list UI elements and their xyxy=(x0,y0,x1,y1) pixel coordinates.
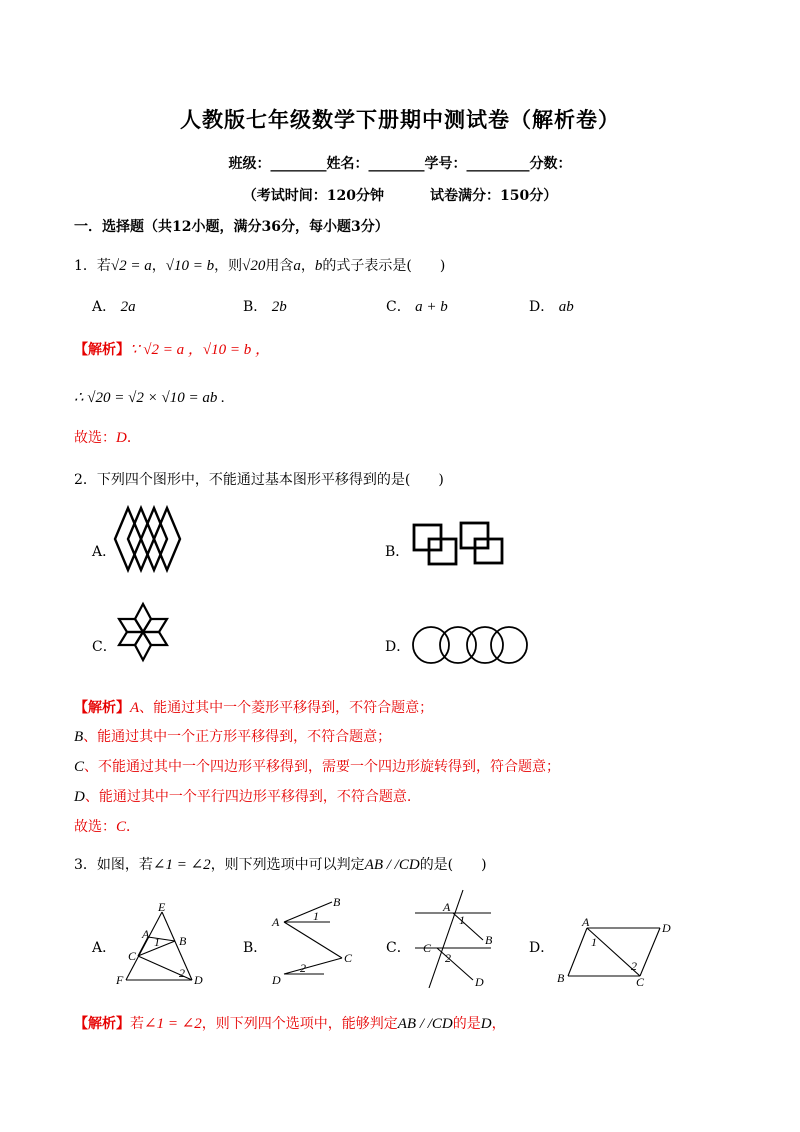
analysis-letter: B xyxy=(74,729,84,745)
q1-option-d[interactable] xyxy=(529,296,574,316)
answer-prefix: 故选： xyxy=(74,430,116,446)
q1-analysis-line-1 xyxy=(74,338,270,359)
q3-figure-a xyxy=(116,900,216,988)
label-b: B xyxy=(485,933,493,947)
analysis-answer: D xyxy=(480,1016,492,1032)
option-letter: C． xyxy=(386,299,411,315)
question-1-stem xyxy=(74,255,445,275)
q1-answer xyxy=(74,427,141,447)
label-1: 1 xyxy=(313,909,319,923)
q1-option-b[interactable] xyxy=(243,296,287,316)
analysis-text-a: 若 xyxy=(130,1016,144,1032)
label-1: 1 xyxy=(459,913,465,927)
q3-option-b[interactable]: B． xyxy=(243,940,268,956)
q2-analysis-line-1 xyxy=(74,697,433,717)
q2-option-b[interactable]: B． xyxy=(385,544,410,560)
label-c: C xyxy=(636,975,645,989)
score-label: 分数： xyxy=(529,156,572,172)
answer-value: D xyxy=(116,430,127,446)
q1-var-b: b xyxy=(314,258,323,274)
q2-option-d[interactable]: D． xyxy=(385,639,411,655)
option-letter: B． xyxy=(243,299,268,315)
analysis-letter: A xyxy=(130,700,140,716)
q3-expr-2: AB / /CD xyxy=(364,857,420,873)
label-a: A xyxy=(443,900,451,914)
q2-figure-d xyxy=(411,625,529,665)
q1-sep: ， xyxy=(151,258,166,274)
answer-suffix: ． xyxy=(126,430,141,446)
q3-figure-b xyxy=(268,895,368,988)
id-label: 学号： xyxy=(424,156,467,172)
answer-prefix: 故选： xyxy=(74,819,116,835)
answer-suffix: ． xyxy=(126,819,141,835)
q2-figure-c xyxy=(117,602,169,662)
q3-option-a[interactable]: A． xyxy=(92,940,117,956)
q1-text-d: 的式子表示是( ) xyxy=(322,258,446,274)
label-d: D xyxy=(272,973,281,987)
q1-text-c: 用含 xyxy=(265,258,294,274)
q2-figure-a xyxy=(115,508,195,570)
label-d: D xyxy=(194,973,203,987)
q1-expr-2: √10 = b xyxy=(165,258,215,274)
exam-time: （考试时间：120分钟 xyxy=(242,188,384,204)
analysis-text: ∴ √20 = √2 × √10 = ab . xyxy=(74,390,225,406)
option-value: a + b xyxy=(415,299,448,315)
q3-figure-d xyxy=(556,915,674,989)
analysis-text: ∵ √2 = a ，√10 = b ， xyxy=(130,342,271,358)
analysis-tag: 【解析】 xyxy=(74,342,130,358)
analysis-text-b: ，则下列四个选项中，能够判定 xyxy=(201,1016,398,1032)
label-2: 2 xyxy=(300,961,306,975)
analysis-text: 、能通过其中一个正方形平移得到，不符合题意； xyxy=(83,729,392,745)
label-a: A xyxy=(142,927,150,941)
analysis-tag: 【解析】 xyxy=(74,700,130,716)
label-2: 2 xyxy=(179,966,185,980)
label-b: B xyxy=(179,934,187,948)
label-1: 1 xyxy=(591,935,597,949)
q2-figure-b xyxy=(412,520,504,566)
class-blank: ________ xyxy=(270,156,327,172)
option-value: ab xyxy=(558,299,574,315)
q3-option-d[interactable]: D． xyxy=(529,940,555,956)
option-value: 2b xyxy=(271,299,287,315)
option-letter: A． xyxy=(92,299,117,315)
q2-option-c[interactable]: C． xyxy=(92,639,117,655)
q1-comma: ， xyxy=(300,258,315,274)
analysis-text-c: 的是 xyxy=(452,1016,481,1032)
option-value: 2a xyxy=(120,299,136,315)
analysis-letter: C xyxy=(74,759,85,775)
q1-text-a: 1．若 xyxy=(74,258,111,274)
exam-meta xyxy=(0,185,800,205)
q2-analysis-line-4 xyxy=(74,786,411,806)
label-c: C xyxy=(344,951,353,965)
q2-analysis-line-2 xyxy=(74,726,391,746)
q1-analysis-line-2 xyxy=(74,388,225,407)
label-2: 2 xyxy=(445,951,451,965)
q2-answer xyxy=(74,816,140,836)
q3-text-c: 的是( ) xyxy=(419,857,487,873)
page-title: 人教版七年级数学下册期中测试卷（解析卷） xyxy=(180,107,620,132)
analysis-expr-2: AB / /CD xyxy=(397,1016,453,1032)
exam-full-score: 试卷满分：150分） xyxy=(430,188,558,204)
label-1: 1 xyxy=(154,935,160,949)
q3-option-c[interactable]: C． xyxy=(386,940,411,956)
q3-figure-c xyxy=(413,888,505,990)
q3-text-b: ，则下列选项中可以判定 xyxy=(210,857,365,873)
option-letter: D． xyxy=(529,299,555,315)
name-label: 姓名： xyxy=(326,156,369,172)
q2-analysis-line-3 xyxy=(74,756,560,776)
label-f: F xyxy=(116,973,124,987)
question-2-stem: 2．下列四个图形中，不能通过基本图形平移得到的是( ) xyxy=(74,472,444,488)
q1-text-b: ，则 xyxy=(214,258,243,274)
q1-var-a: a xyxy=(293,258,301,274)
label-c: C xyxy=(128,949,137,963)
label-b: B xyxy=(333,895,341,909)
label-a: A xyxy=(272,915,280,929)
question-3-stem xyxy=(74,854,487,874)
student-info-line xyxy=(0,153,800,173)
analysis-text: 、不能通过其中一个四边形平移得到，需要一个四边形旋转得到，符合题意； xyxy=(84,759,561,775)
q1-option-c[interactable] xyxy=(386,296,448,316)
q3-analysis-line-1 xyxy=(74,1013,506,1033)
label-e: E xyxy=(158,900,166,914)
analysis-text: 、能通过其中一个平行四边形平移得到，不符合题意. xyxy=(84,789,412,805)
q1-expr-1: √2 = a xyxy=(110,258,152,274)
name-blank: ________ xyxy=(368,156,425,172)
label-2: 2 xyxy=(631,959,637,973)
q1-expr-3: √20 xyxy=(242,258,266,274)
q1-option-a[interactable] xyxy=(92,296,136,316)
id-blank: _________ xyxy=(466,156,530,172)
q3-text-a: 3．如图，若 xyxy=(74,857,153,873)
analysis-expr: ∠1 = ∠2 xyxy=(144,1016,202,1032)
label-b: B xyxy=(557,971,565,985)
section-heading: 一．选择题（共12小题，满分36分，每小题3分） xyxy=(74,219,389,235)
analysis-text: 、能通过其中一个菱形平移得到，不符合题意； xyxy=(139,700,434,716)
label-d: D xyxy=(475,975,484,989)
class-label: 班级： xyxy=(228,156,271,172)
answer-value: C xyxy=(116,819,127,835)
label-d: D xyxy=(662,921,671,935)
q3-expr: ∠1 = ∠2 xyxy=(152,857,211,873)
q2-option-a[interactable]: A． xyxy=(92,544,117,560)
analysis-letter: D xyxy=(74,789,85,805)
analysis-text-d: ， xyxy=(491,1016,506,1032)
analysis-tag: 【解析】 xyxy=(74,1016,130,1032)
label-a: A xyxy=(582,915,590,929)
label-c: C xyxy=(423,941,432,955)
